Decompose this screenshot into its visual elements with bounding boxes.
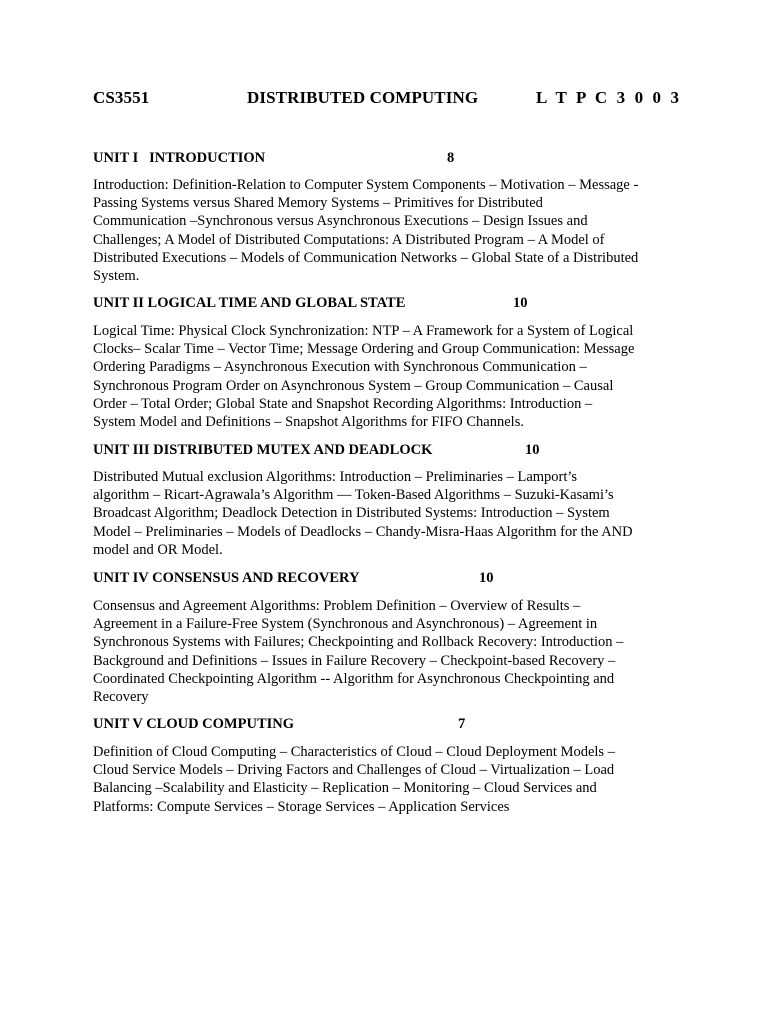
unit-2-content xyxy=(93,322,693,431)
unit-1-line: Passing Systems versus Shared Memory Systems – Primitives for Distributed xyxy=(93,195,543,212)
unit-1-content xyxy=(93,176,693,285)
unit-3-line: Model – Preliminaries – Models of Deadlocks – Chandy-Misra-Haas Algorithm for the AND xyxy=(93,523,633,540)
unit-2-line: Synchronous Program Order on Asynchronous System – Group Communication – Causal xyxy=(93,377,614,394)
unit-3-title: UNIT III DISTRIBUTED MUTEX AND DEADLOCK xyxy=(93,442,433,458)
unit-4-line: Agreement in a Failure-Free System (Synchronous and Asynchronous) – Agreement in xyxy=(93,616,598,633)
unit-2-line: System Model and Definitions – Snapshot Algorithms for FIFO Channels. xyxy=(93,414,524,431)
unit-5-hours: 7 xyxy=(458,716,466,732)
unit-1-line: Challenges; A Model of Distributed Computations: A Distributed Program – A Model of xyxy=(93,231,605,248)
unit-3-hours: 10 xyxy=(525,442,540,458)
unit-1-title: UNIT I INTRODUCTION xyxy=(93,150,266,166)
unit-2-line: Order – Total Order; Global State and Snapshot Recording Algorithms: Introduction – xyxy=(93,395,593,412)
unit-1-hours: 8 xyxy=(447,150,455,166)
unit-4-hours: 10 xyxy=(479,570,494,586)
unit-4-line: Coordinated Checkpointing Algorithm -- Algorithm for Asynchronous Checkpointing and xyxy=(93,670,615,687)
unit-3-line: algorithm – Ricart-Agrawala’s Algorithm –– Token-Based Algorithms – Suzuki-Kasami’s xyxy=(93,487,614,504)
unit-1-line: System. xyxy=(93,268,140,285)
unit-4-title: UNIT IV CONSENSUS AND RECOVERY xyxy=(93,570,360,586)
unit-5-line: Balancing –Scalability and Elasticity – Replication – Monitoring – Cloud Services and xyxy=(93,780,597,797)
unit-5-title: UNIT V CLOUD COMPUTING xyxy=(93,716,295,732)
unit-3-line: Distributed Mutual exclusion Algorithms: Introduction – Preliminaries – Lamport’s xyxy=(93,469,578,485)
unit-2-hours: 10 xyxy=(513,295,528,311)
unit-1-line: Distributed Executions – Models of Communication Networks – Global State of a Distributed xyxy=(93,249,639,266)
unit-5-line: Cloud Service Models – Driving Factors and Challenges of Cloud – Virtualization – Load xyxy=(93,762,615,779)
unit-4-line: Recovery xyxy=(93,689,149,706)
course-code: CS3551 xyxy=(93,88,150,107)
unit-1-line: Introduction: Definition-Relation to Computer System Components – Motivation – Message - xyxy=(93,177,639,193)
course-title: DISTRIBUTED COMPUTING xyxy=(247,88,479,107)
unit-5-line: Platforms: Compute Services – Storage Services – Application Services xyxy=(93,798,510,815)
unit-3-content xyxy=(93,468,693,559)
unit-4-line: Synchronous Systems with Failures; Checkpointing and Rollback Recovery: Introduction – xyxy=(93,634,624,651)
unit-2-line: Clocks– Scalar Time – Vector Time; Message Ordering and Group Communication: Message xyxy=(93,341,635,358)
unit-3-line: model and OR Model. xyxy=(93,541,223,558)
unit-4-content xyxy=(93,597,693,706)
unit-4-line: Consensus and Agreement Algorithms: Problem Definition – Overview of Results – xyxy=(93,598,581,614)
unit-5-line: Definition of Cloud Computing – Characteristics of Cloud – Cloud Deployment Models – xyxy=(93,744,615,760)
unit-1-line: Communication –Synchronous versus Asynchronous Executions – Design Issues and xyxy=(93,213,588,230)
unit-4-line: Background and Definitions – Issues in Failure Recovery – Checkpoint-based Recovery – xyxy=(93,652,616,669)
unit-5-content xyxy=(93,743,693,816)
unit-2-line: Logical Time: Physical Clock Synchronization: NTP – A Framework for a System of Logical xyxy=(93,323,634,339)
unit-2-line: Ordering Paradigms – Asynchronous Execution with Synchronous Communication – xyxy=(93,359,587,376)
course-header xyxy=(93,88,693,110)
unit-2-title: UNIT II LOGICAL TIME AND GLOBAL STATE xyxy=(93,295,406,311)
unit-3-line: Broadcast Algorithm; Deadlock Detection in Distributed Systems: Introduction – System xyxy=(93,505,610,522)
course-ltpc: L T P C 3 0 0 3 xyxy=(536,88,682,107)
